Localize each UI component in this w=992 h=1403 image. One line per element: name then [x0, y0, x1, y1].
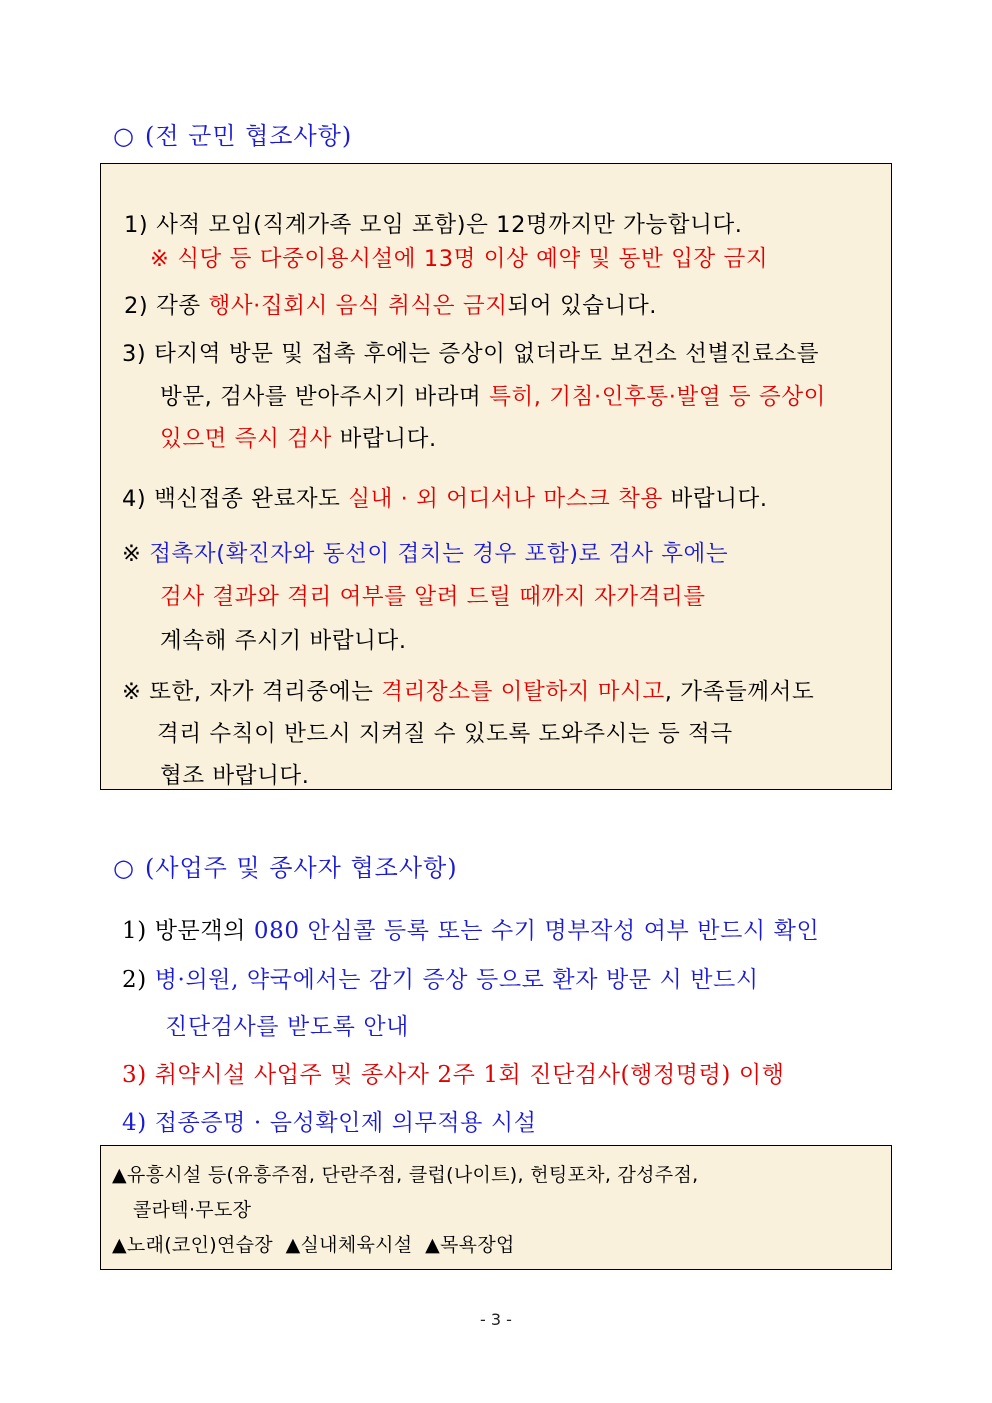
- business-item-2-line-2: 진단검사를 받도록 안내: [165, 1014, 410, 1040]
- note-2-line-3: 협조 바랍니다.: [160, 763, 310, 789]
- highlight-text: 실내 · 외 어디서나 마스크 착용: [348, 486, 663, 512]
- highlight-text: 행사·집회시 음식 취식은 금지: [208, 293, 508, 319]
- section-title: (사업주 및 종사자 협조사항): [144, 854, 458, 882]
- note-text: 식당 등 다중이용시설에 13명 이상 예약 및 동반 입장 금지: [177, 246, 769, 272]
- item-text: 바랍니다.: [662, 486, 768, 512]
- item-text: 방문객의: [154, 918, 254, 944]
- reference-mark-icon: ※: [122, 679, 142, 705]
- section-title: (전 군민 협조사항): [144, 122, 353, 150]
- item-1-note: [150, 241, 768, 273]
- business-item-4: 4) 접종증명 · 음성확인제 의무적용 시설: [122, 1110, 537, 1136]
- item-3-line-2: [160, 379, 826, 411]
- item-3-line-1: [122, 336, 819, 368]
- section-heading-business: [113, 848, 458, 883]
- item-text: 또한, 자가 격리중에는: [149, 679, 382, 705]
- highlight-text: 특히, 기침·인후통·발열 등 증상이: [489, 384, 826, 410]
- reference-mark-icon: ※: [122, 541, 142, 567]
- facility-line-1: ▲유흥시설 등(유흥주점, 단란주점, 클럽(나이트), 헌팅포차, 감성주점,: [112, 1164, 699, 1186]
- item-3-line-3: [160, 421, 437, 453]
- note-1-line-1: [122, 536, 728, 568]
- item-text: 타지역 방문 및 접촉 후에는 증상이 없더라도 보건소 선별진료소를: [154, 341, 820, 367]
- item-4: [122, 481, 768, 513]
- item-number: 1): [122, 918, 147, 944]
- circle-bullet-icon: ○: [113, 854, 135, 882]
- note-1-line-3: 계속해 주시기 바랍니다.: [160, 628, 407, 654]
- item-1: [124, 207, 743, 239]
- reference-mark-icon: ※: [150, 246, 170, 272]
- item-2: [124, 288, 657, 320]
- highlight-text: 격리장소를 이탈하지 마시고: [381, 679, 665, 705]
- page-number: - 3 -: [480, 1310, 512, 1329]
- note-1-line-2: 검사 결과와 격리 여부를 알려 드릴 때까지 자가격리를: [160, 584, 706, 610]
- highlight-text: 있으면 즉시 검사: [160, 426, 332, 452]
- facility-line-2: 콜라텍·무도장: [133, 1199, 252, 1221]
- item-text: 바랍니다.: [331, 426, 437, 452]
- item-text: 에서는: [292, 967, 369, 993]
- note-2-line-1: [122, 674, 814, 706]
- item-text: 백신접종 완료자도: [154, 486, 349, 512]
- note-2-line-2: 격리 수칙이 반드시 지켜질 수 있도록 도와주시는 등 적극: [157, 721, 733, 747]
- business-item-2-line-1: [122, 961, 759, 994]
- item-number: 2): [124, 293, 149, 319]
- highlight-text: 병·의원, 약국: [154, 967, 293, 993]
- business-item-3: 3) 취약시설 사업주 및 종사자 2주 1회 진단검사(행정명령) 이행: [122, 1062, 785, 1088]
- item-text: 사적 모임(직계가족 모임 포함)은 12명까지만 가능합니다.: [156, 212, 743, 238]
- item-number: 3): [122, 341, 147, 367]
- section-heading-all-residents: [113, 116, 352, 151]
- item-text: 각종: [156, 293, 209, 319]
- item-text: 방문, 검사를 받아주시기 바라며: [160, 384, 490, 410]
- highlight-text: 감기 증상 등으로 환자 방문 시 반드시: [368, 967, 759, 993]
- item-number: 2): [122, 967, 147, 993]
- facility-line-3: ▲노래(코인)연습장 ▲실내체육시설 ▲목욕장업: [112, 1234, 515, 1256]
- item-number: 4): [122, 486, 147, 512]
- item-text: 되어 있습니다.: [507, 293, 658, 319]
- circle-bullet-icon: ○: [113, 122, 135, 150]
- item-text: , 가족들께서도: [664, 679, 815, 705]
- highlight-text: 080 안심콜 등록 또는 수기 명부작성 여부 반드시 확인: [253, 918, 820, 944]
- business-item-1: [122, 912, 819, 945]
- item-number: 1): [124, 212, 149, 238]
- highlight-text: 접촉자(확진자와 동선이 겹치는 경우 포함)로 검사 후에는: [149, 541, 729, 567]
